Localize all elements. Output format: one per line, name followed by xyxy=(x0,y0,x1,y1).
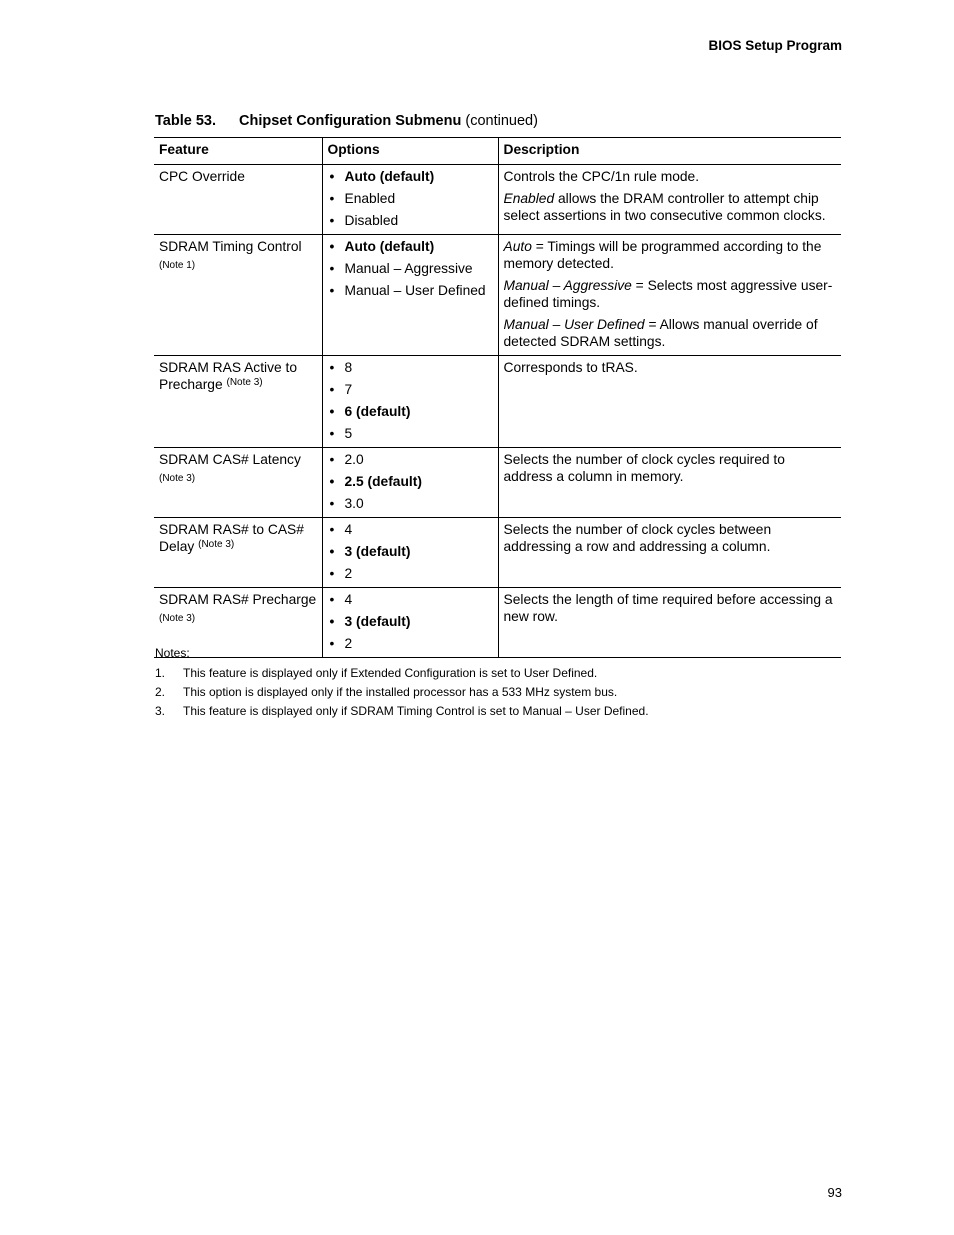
table-caption xyxy=(155,113,538,129)
feature-name: SDRAM CAS# Latency xyxy=(159,452,301,467)
feature-note: (Note 3) xyxy=(226,377,263,388)
feature-cell xyxy=(154,448,322,518)
description-text: Selects the number of clock cycles required to address a column in memory. xyxy=(503,452,785,484)
description-cell xyxy=(498,518,841,588)
table-body xyxy=(154,165,841,658)
option-item: • 2 xyxy=(328,565,493,582)
column-header-options: Options xyxy=(322,138,498,165)
option-item: • 6 (default) xyxy=(328,403,493,420)
options-cell xyxy=(322,235,498,356)
options-cell xyxy=(322,356,498,448)
option-item: • 8 xyxy=(328,359,493,376)
note-number: 3. xyxy=(155,704,166,718)
option-item: • 2.0 xyxy=(328,451,493,468)
feature-name: SDRAM RAS# Precharge xyxy=(159,592,317,607)
notes-section xyxy=(155,646,845,723)
description-text: Corresponds to tRAS. xyxy=(503,360,638,375)
options-list xyxy=(328,238,493,299)
option-item: • Disabled xyxy=(328,212,493,229)
description-paragraph xyxy=(504,277,837,311)
description-paragraph xyxy=(504,521,837,555)
feature-cell xyxy=(154,235,322,356)
description-paragraph xyxy=(504,190,837,224)
option-item: • 3.0 xyxy=(328,495,493,512)
column-header-feature: Feature xyxy=(159,142,209,157)
feature-cell xyxy=(154,165,322,235)
feature-name: CPC Override xyxy=(159,169,245,184)
option-item: • 2 xyxy=(328,635,493,652)
feature-note: (Note 3) xyxy=(159,473,196,484)
table-row xyxy=(154,235,841,356)
options-list xyxy=(328,591,493,652)
description-paragraph xyxy=(504,238,837,272)
description-paragraph xyxy=(504,451,837,485)
feature-name: SDRAM RAS# to CAS# Delay xyxy=(159,522,304,554)
description-cell xyxy=(498,235,841,356)
description-paragraph xyxy=(504,359,837,376)
table-title: Chipset Configuration Submenu xyxy=(239,113,462,129)
option-item: • 4 xyxy=(328,521,493,538)
feature-cell xyxy=(154,356,322,448)
feature-name: SDRAM RAS Active to Precharge xyxy=(159,360,298,392)
description-text: Selects the length of time required before accessing a new row. xyxy=(503,592,833,624)
option-item: • Auto (default) xyxy=(328,238,493,255)
feature-note: (Note 3) xyxy=(198,539,235,550)
description-paragraph xyxy=(504,591,837,625)
notes-heading: Notes: xyxy=(155,646,190,660)
description-text: = Selects most aggressive user-defined timings. xyxy=(503,278,833,310)
note-number: 2. xyxy=(155,685,166,699)
feature-note: (Note 1) xyxy=(159,260,196,271)
option-item: • 4 xyxy=(328,591,493,608)
description-paragraph xyxy=(504,316,837,350)
note-item xyxy=(155,666,845,680)
description-text: Controls the CPC/1n rule mode. xyxy=(503,169,700,184)
table-header-row xyxy=(154,138,841,165)
table-number: Table 53. xyxy=(155,113,216,129)
option-item: • 5 xyxy=(328,425,493,442)
description-term: Manual – Aggressive xyxy=(503,278,632,293)
notes-list xyxy=(155,666,845,718)
table-row xyxy=(154,165,841,235)
note-text: This feature is displayed only if Extended Configuration is set to User Defined. xyxy=(183,666,598,680)
description-text: allows the DRAM controller to attempt chip select assertions in two consecutive common clocks. xyxy=(503,191,826,223)
note-item xyxy=(155,704,845,718)
description-term: Manual – User Defined xyxy=(503,317,645,332)
description-cell xyxy=(498,356,841,448)
chipset-config-table xyxy=(154,137,841,658)
feature-name: SDRAM Timing Control xyxy=(159,239,302,254)
options-list xyxy=(328,521,493,582)
options-cell xyxy=(322,518,498,588)
note-text: This option is displayed only if the installed processor has a 533 MHz system bus. xyxy=(183,685,618,699)
description-text: = Timings will be programmed according to the memory detected. xyxy=(503,239,822,271)
option-item: • Enabled xyxy=(328,190,493,207)
description-cell xyxy=(498,448,841,518)
note-text: This feature is displayed only if SDRAM Timing Control is set to Manual – User Defined. xyxy=(183,704,649,718)
table-caption-suffix: (continued) xyxy=(465,113,538,129)
options-list xyxy=(328,359,493,442)
description-term: Auto xyxy=(503,239,532,254)
options-list xyxy=(328,451,493,512)
option-item: • Manual – User Defined xyxy=(328,282,493,299)
feature-cell xyxy=(154,518,322,588)
option-item: • 2.5 (default) xyxy=(328,473,493,490)
note-item xyxy=(155,685,845,699)
page-number: 93 xyxy=(827,1185,842,1200)
option-item: • 3 (default) xyxy=(328,613,493,630)
description-text: Selects the number of clock cycles between addressing a row and addressing a column. xyxy=(503,522,772,554)
description-text: = Allows manual override of detected SDRAM settings. xyxy=(503,317,818,349)
table-row xyxy=(154,448,841,518)
option-item: • Manual – Aggressive xyxy=(328,260,493,277)
options-cell xyxy=(322,448,498,518)
column-header-description: Description xyxy=(498,138,841,165)
description-cell xyxy=(498,165,841,235)
note-number: 1. xyxy=(155,666,166,680)
feature-note: (Note 3) xyxy=(159,613,196,624)
options-list xyxy=(328,168,493,229)
table-row xyxy=(154,356,841,448)
description-term: Enabled xyxy=(503,191,555,206)
option-item: • 7 xyxy=(328,381,493,398)
running-header: BIOS Setup Program xyxy=(708,38,842,53)
options-cell xyxy=(322,165,498,235)
option-item: • Auto (default) xyxy=(328,168,493,185)
description-paragraph xyxy=(504,168,837,185)
table-row xyxy=(154,518,841,588)
option-item: • 3 (default) xyxy=(328,543,493,560)
